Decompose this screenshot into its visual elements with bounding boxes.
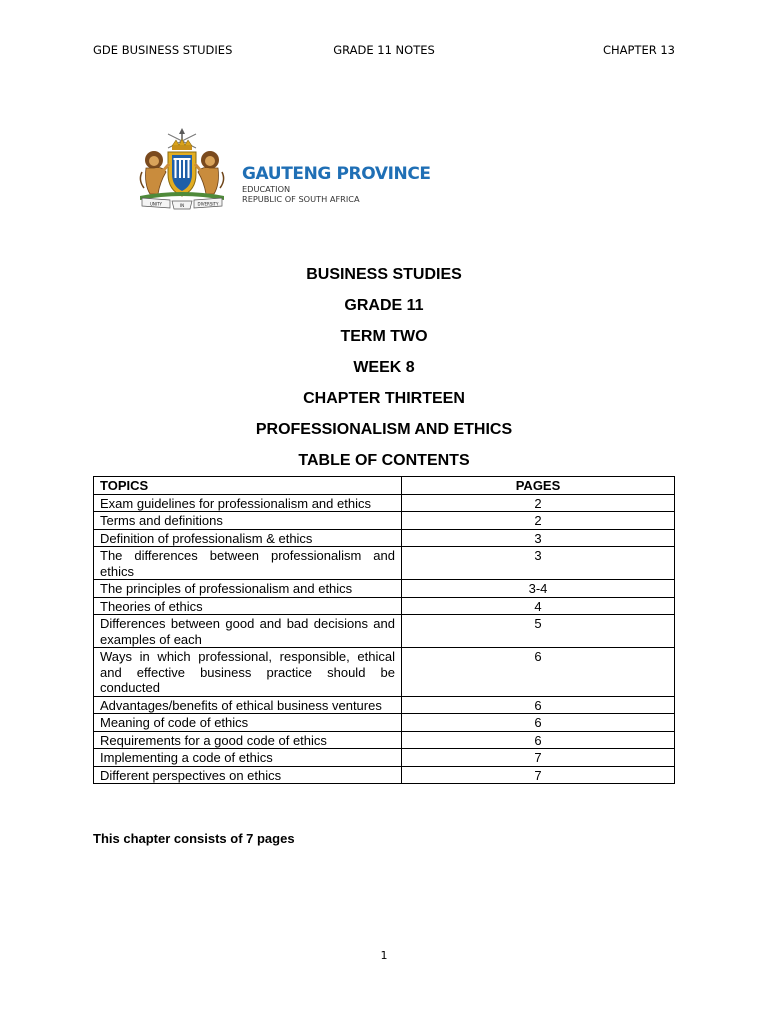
coat-of-arms-icon bbox=[132, 128, 232, 212]
logo-education: EDUCATION bbox=[242, 184, 291, 194]
gauteng-province-logo bbox=[132, 128, 431, 212]
table-row bbox=[94, 529, 675, 547]
page-header bbox=[93, 43, 675, 59]
grade-title: GRADE 11 bbox=[344, 297, 424, 314]
header-subject: GDE BUSINESS STUDIES bbox=[93, 43, 233, 57]
table-row bbox=[94, 547, 675, 580]
pages-cell: 3 bbox=[402, 547, 675, 580]
table-row bbox=[94, 615, 675, 648]
pages-cell: 5 bbox=[402, 615, 675, 648]
logo-name: GAUTENG PROVINCE bbox=[242, 164, 431, 184]
topic-cell: Theories of ethics bbox=[94, 597, 402, 615]
pages-cell: 7 bbox=[402, 749, 675, 767]
topic-cell: Terms and definitions bbox=[94, 512, 402, 530]
topic-cell: Implementing a code of ethics bbox=[94, 749, 402, 767]
logo-country: REPUBLIC OF SOUTH AFRICA bbox=[242, 194, 360, 204]
pages-cell: 4 bbox=[402, 597, 675, 615]
topic-cell: Definition of professionalism & ethics bbox=[94, 529, 402, 547]
table-row bbox=[94, 766, 675, 784]
table-row bbox=[94, 512, 675, 530]
column-header-pages: PAGES bbox=[402, 477, 675, 495]
topic-cell: Requirements for a good code of ethics bbox=[94, 731, 402, 749]
header-chapter: CHAPTER 13 bbox=[602, 43, 675, 57]
logo-text bbox=[242, 164, 431, 204]
topic-cell: The differences between professionalism and ethics bbox=[94, 547, 402, 580]
pages-cell: 6 bbox=[402, 696, 675, 714]
header-grade-notes: GRADE 11 NOTES bbox=[333, 43, 435, 57]
motto-center: IN bbox=[179, 203, 185, 208]
topic-cell: Differences between good and bad decisions and examples of each bbox=[94, 615, 402, 648]
table-row bbox=[94, 731, 675, 749]
week-title: WEEK 8 bbox=[353, 359, 415, 376]
table-row bbox=[94, 714, 675, 732]
table-row bbox=[94, 494, 675, 512]
pages-cell: 7 bbox=[402, 766, 675, 784]
table-of-contents bbox=[93, 476, 675, 784]
pages-cell: 6 bbox=[402, 648, 675, 697]
table-row bbox=[94, 580, 675, 598]
topic-cell: Different perspectives on ethics bbox=[94, 766, 402, 784]
pages-cell: 6 bbox=[402, 714, 675, 732]
title-block bbox=[0, 259, 768, 476]
table-row bbox=[94, 749, 675, 767]
pages-cell: 2 bbox=[402, 494, 675, 512]
table-row bbox=[94, 597, 675, 615]
pages-cell: 6 bbox=[402, 731, 675, 749]
chapter-title: CHAPTER THIRTEEN bbox=[303, 390, 465, 407]
topic-cell: Meaning of code of ethics bbox=[94, 714, 402, 732]
topic-cell: Ways in which professional, responsible, ethical and effective business practice should be conducted bbox=[94, 648, 402, 697]
term-title: TERM TWO bbox=[340, 328, 428, 345]
topic-cell: The principles of professionalism and ethics bbox=[94, 580, 402, 598]
pages-cell: 3 bbox=[402, 529, 675, 547]
page-number: 1 bbox=[380, 949, 388, 962]
motto-right: DIVERSITY bbox=[197, 201, 219, 207]
column-header-topics: TOPICS bbox=[94, 477, 402, 495]
pages-cell: 2 bbox=[402, 512, 675, 530]
topic-cell: Advantages/benefits of ethical business ventures bbox=[94, 696, 402, 714]
topic-title: PROFESSIONALISM AND ETHICS bbox=[255, 421, 513, 438]
table-row bbox=[94, 648, 675, 697]
chapter-length-note: This chapter consists of 7 pages bbox=[93, 831, 295, 846]
subject-title: BUSINESS STUDIES bbox=[306, 266, 462, 283]
pages-cell: 3-4 bbox=[402, 580, 675, 598]
table-header-row bbox=[94, 477, 675, 495]
motto-left: UNITY bbox=[150, 201, 162, 207]
topic-cell: Exam guidelines for professionalism and ethics bbox=[94, 494, 402, 512]
table-row bbox=[94, 696, 675, 714]
toc-title: TABLE OF CONTENTS bbox=[298, 452, 470, 469]
